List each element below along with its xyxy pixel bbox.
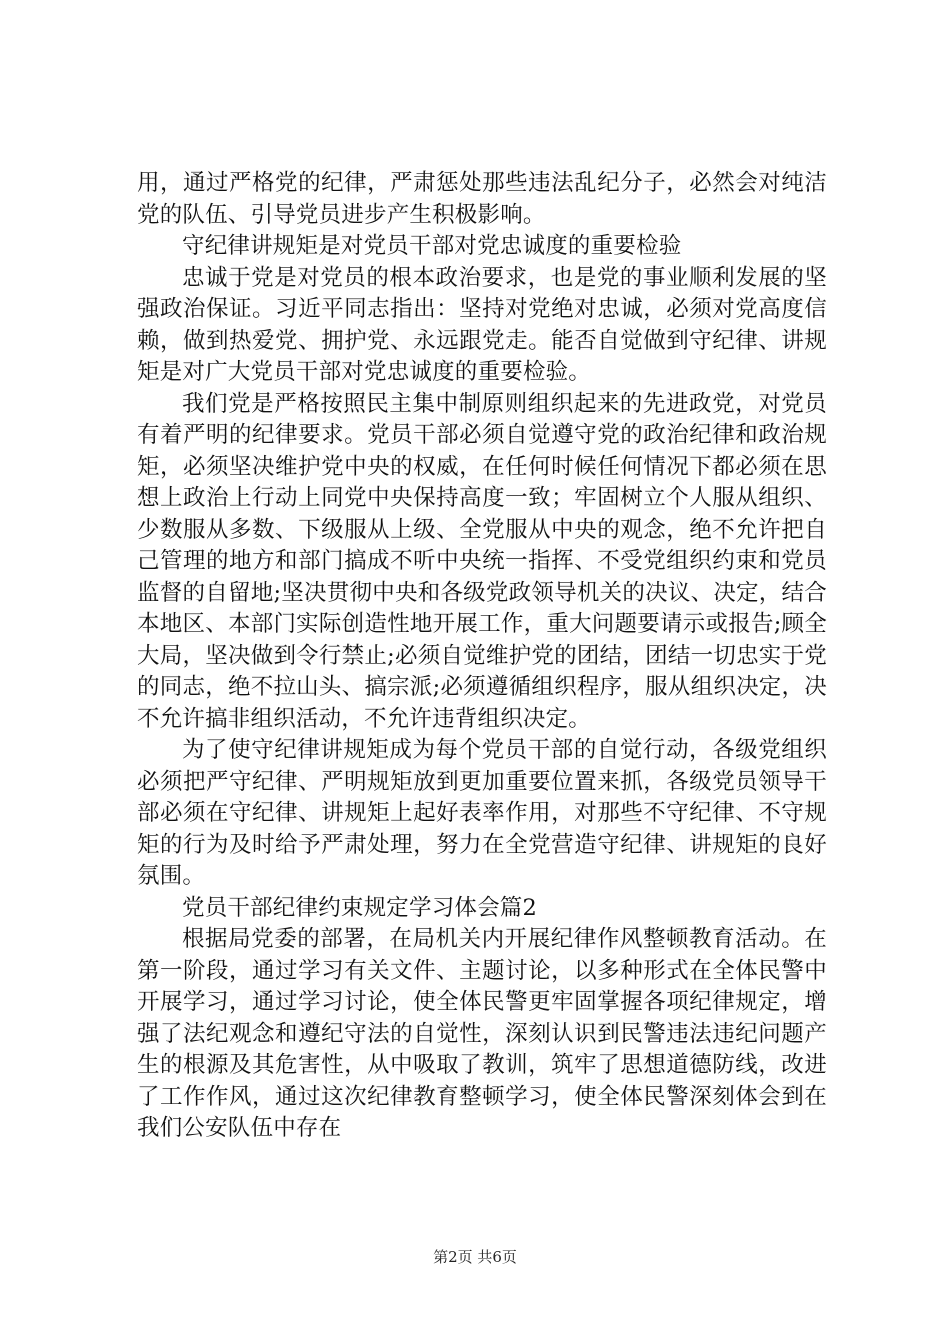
paragraph-loyalty: 忠诚于党是对党员的根本政治要求，也是党的事业顺利发展的坚强政治保证。习近平同志指出：坚持对党绝对忠诚，必须对党高度信赖，做到热爱党、拥护党、永远跟党走。能否自觉做到守纪律、讲规矩是对广大党员干部对党忠诚度的重要检验。 xyxy=(137,264,827,385)
page-number-footer: 第2页 共6页 xyxy=(433,1248,517,1266)
paragraph-continuation: 用，通过严格党的纪律，严肃惩处那些违法乱纪分子，必然会对纯洁党的队伍、引导党员进步产生积极影响。 xyxy=(137,170,827,228)
paragraph-self-conscious-action: 为了使守纪律讲规矩成为每个党员干部的自觉行动，各级党组织必须把严守纪律、严明规矩放到更加重要位置来抓，各级党员领导干部必须在守纪律、讲规矩上起好表率作用，对那些不守纪律、不守规矩的行为及时给予严肃处理，努力在全党营造守纪律、讲规矩的良好氛围。 xyxy=(137,737,827,889)
document-body xyxy=(137,168,827,1145)
section-heading-loyalty: 守纪律讲规矩是对党员干部对党忠诚度的重要检验 xyxy=(182,233,682,259)
paragraph-party-discipline: 我们党是严格按照民主集中制原则组织起来的先进政党，对党员有着严明的纪律要求。党员干部必须自觉遵守党的政治纪律和政治规矩，必须坚决维护党中央的权威，在任何时候任何情况下都必须在思想上政治上行动上同党中央保持高度一致；牢固树立个人服从组织、少数服从多数、下级服从上级、全党服从中央的观念，绝不允许把自己管理的地方和部门搞成不听中央统一指挥、不受党组织约束和党员监督的自留地;坚决贯彻中央和各级党政领导机关的决议、决定，结合本地区、本部门实际创造性地开展工作，重大问题要请示或报告;顾全大局，坚决做到令行禁止;必须自觉维护党的团结，团结一切忠实于党的同志，绝不拉山头、搞宗派;必须遵循组织程序，服从组织决定，决不允许搞非组织活动，不允许违背组织决定。 xyxy=(137,390,827,732)
paragraph-rectification-campaign: 根据局党委的部署，在局机关内开展纪律作风整顿教育活动。在第一阶段，通过学习有关文件、主题讨论，以多种形式在全体民警中开展学习，通过学习讨论，使全体民警更牢固掌握各项纪律规定，增强了法纪观念和遵纪守法的自觉性，深刻认识到民警违法违纪问题产生的根源及其危害性，从中吸取了教训，筑牢了思想道德防线，改进了工作作风，通过这次纪律教育整顿学习，使全体民警深刻体会到在我们公安队伍中存在 xyxy=(137,926,827,1141)
section-heading-part-2: 党员干部纪律约束规定学习体会篇2 xyxy=(182,894,538,921)
